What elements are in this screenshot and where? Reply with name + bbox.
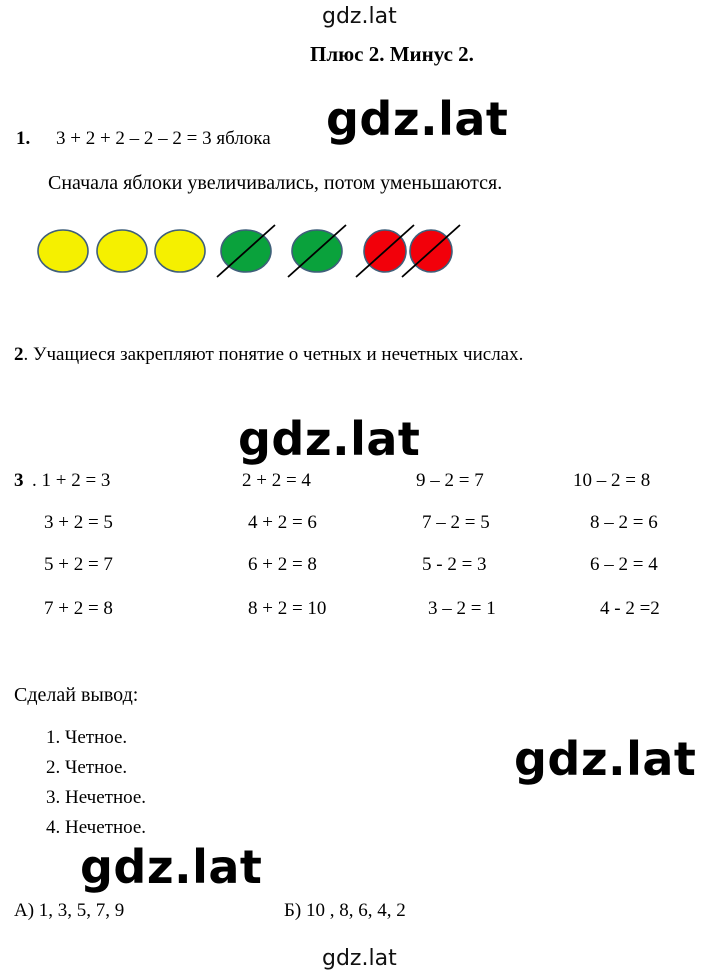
conclusion-heading: Сделай вывод:: [14, 684, 139, 706]
task3-number: 3: [14, 470, 24, 491]
apples-illustration: [36, 224, 466, 284]
task3-cell: 7 + 2 = 8: [44, 598, 113, 619]
task3-cell: 4 - 2 =2: [600, 598, 660, 619]
apple-3: [155, 230, 205, 272]
task3-cell: 3 + 2 = 5: [44, 512, 113, 533]
task3-cell: 8 + 2 = 10: [248, 598, 327, 619]
task3-cell: 2 + 2 = 4: [242, 470, 311, 491]
conclusion-item: 2. Четное.: [46, 757, 128, 778]
task3-cell: 5 + 2 = 7: [44, 554, 113, 575]
task3-cell: 6 + 2 = 8: [248, 554, 317, 575]
task2-text: . Учащиеся закрепляют понятие о четных и нечетных числах.: [23, 344, 524, 365]
watermark-big-2: gdz.lat: [238, 412, 421, 466]
task3-cell: 6 – 2 = 4: [590, 554, 658, 575]
task1-text: Сначала яблоки увеличивались, потом уменьшаются.: [48, 172, 503, 194]
watermark-top: gdz.lat: [322, 4, 397, 29]
task3-cell: 3 – 2 = 1: [428, 598, 496, 619]
task2-number: 2: [14, 344, 24, 365]
conclusion-item: 3. Нечетное.: [46, 787, 147, 808]
conclusion-item: 4. Нечетное.: [46, 817, 147, 838]
watermark-big-1: gdz.lat: [326, 92, 509, 146]
task3-cell: 8 – 2 = 6: [590, 512, 658, 533]
task2: [14, 344, 523, 366]
task1-expression: 3 + 2 + 2 – 2 – 2 = 3 яблока: [56, 128, 271, 149]
task3-cell: 7 – 2 = 5: [422, 512, 490, 533]
watermark-big-3: gdz.lat: [514, 732, 697, 786]
answer-a: А) 1, 3, 5, 7, 9: [14, 900, 125, 921]
watermark-big-4: gdz.lat: [80, 840, 263, 894]
watermark-bottom: gdz.lat: [322, 946, 397, 971]
conclusion-item: 1. Четное.: [46, 727, 128, 748]
task3-cell: . 1 + 2 = 3: [32, 470, 111, 491]
task1-number: 1.: [16, 128, 31, 149]
task3-cell: 9 – 2 = 7: [416, 470, 484, 491]
answer-b: Б) 10 , 8, 6, 4, 2: [284, 900, 406, 921]
task3-cell: 5 - 2 = 3: [422, 554, 487, 575]
task3-cell: 10 – 2 = 8: [573, 470, 651, 491]
apple-1: [38, 230, 88, 272]
page-title: Плюс 2. Минус 2.: [310, 42, 474, 66]
apple-2: [97, 230, 147, 272]
task3-cell: 4 + 2 = 6: [248, 512, 317, 533]
